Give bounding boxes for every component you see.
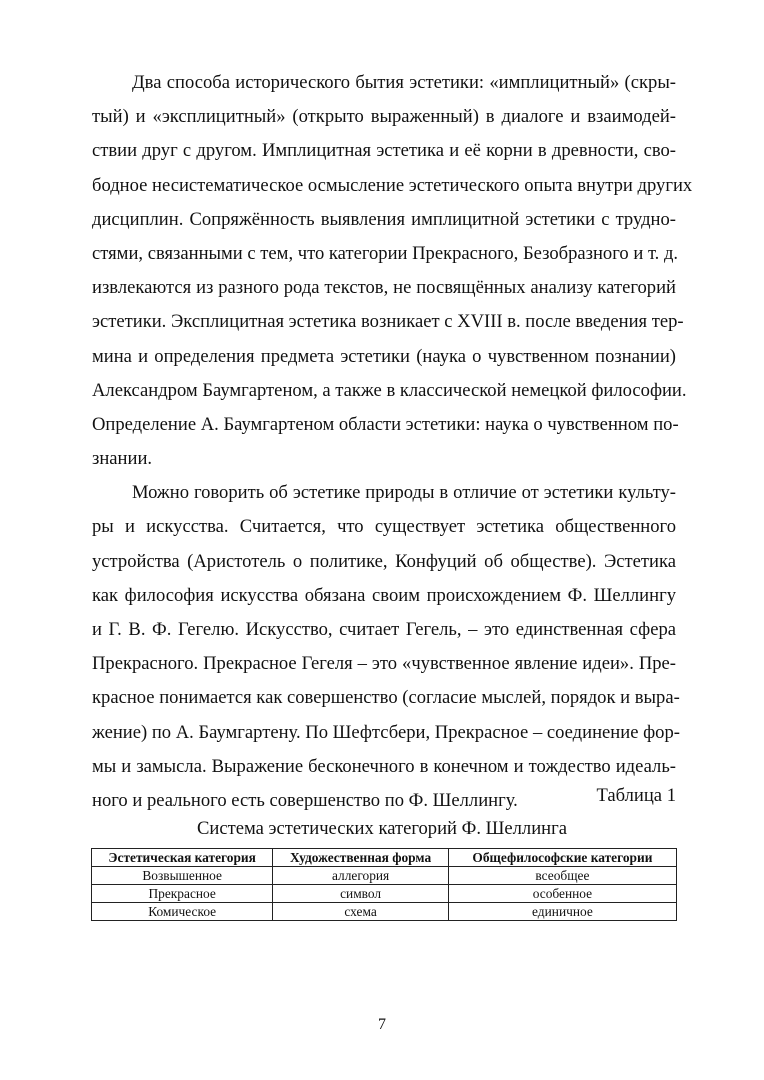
table-cell: Прекрасное (92, 885, 273, 903)
table-header-row (92, 849, 677, 867)
text-line: устройства (Аристотель о политике, Конфуций об обществе). Эстетика (92, 550, 676, 572)
text-line: ры и искусства. Считается, что существует эстетика общественного (92, 516, 676, 538)
text-line: и Г. В. Ф. Гегелю. Искусство, считает Гегель, – это единственная сфера (92, 619, 676, 640)
paragraph-2 (92, 476, 680, 818)
text-line: Можно говорить об эстетике природы в отличие от эстетики культу- (132, 482, 676, 504)
table-cell: единичное (448, 903, 676, 921)
text-line: как философия искусства обязана своим происхождением Ф. Шеллингу (92, 584, 676, 606)
text-line: мы и замысла. Выражение бесконечного в конечном и тождество идеаль- (92, 755, 676, 777)
page-body (92, 66, 693, 818)
text-line: жение) по А. Баумгартену. По Шефтсбери, Прекрасное – соединение фор- (92, 721, 680, 743)
text-line: дисциплин. Сопряжённость выявления имплицитной эстетики с трудно- (92, 208, 676, 230)
text-line: мина и определения предмета эстетики (наука о чувственном познании) (92, 345, 676, 367)
text-line: стями, связанными с тем, что категории Прекрасного, Безобразного и т. д. (92, 242, 679, 264)
text-line: ного и реального есть совершенство по Ф. Шеллингу. (92, 789, 518, 811)
table-cell: особенное (448, 885, 676, 903)
text-line: красное понимается как совершенство (согласие мыслей, порядок и выра- (92, 687, 680, 709)
categories-table (91, 848, 677, 921)
table-header-cell: Общефилософские категории (448, 849, 676, 867)
table-row (92, 903, 677, 921)
table-cell: схема (273, 903, 449, 921)
text-line: эстетики. Эксплицитная эстетика возникает с XVIII в. после введения тер- (92, 311, 684, 333)
table-cell: Возвышенное (92, 867, 273, 885)
paragraph-1 (92, 66, 693, 476)
text-line: знании. (92, 448, 153, 470)
text-line: Прекрасного. Прекрасное Гегеля – это «чувственное явление идеи». Пре- (92, 653, 676, 675)
text-line: ствии друг с другом. Имплицитная эстетика и её корни в древности, сво- (92, 140, 676, 162)
table-cell: символ (273, 885, 449, 903)
table-header-cell: Эстетическая категория (92, 849, 273, 867)
table-header-cell: Художественная форма (273, 849, 449, 867)
text-line: тый) и «эксплицитный» (открыто выраженный) в диалоге и взаимодей- (92, 106, 676, 128)
table-label: Таблица 1 (596, 785, 676, 806)
table-cell: Комическое (92, 903, 273, 921)
text-line: Два способа исторического бытия эстетики: «имплицитный» (скры- (132, 72, 676, 93)
table-cell: всеобщее (448, 867, 676, 885)
table-row (92, 867, 677, 885)
table-cell: аллегория (273, 867, 449, 885)
table-caption: Система эстетических категорий Ф. Шеллинга (196, 818, 567, 839)
text-line: бодное несистематическое осмысление эстетического опыта внутри других (92, 174, 693, 196)
table-row (92, 885, 677, 903)
page-number: 7 (378, 1016, 386, 1033)
text-line: Определение А. Баумгартеном области эстетики: наука о чувственном по- (92, 413, 679, 435)
text-line: Александром Баумгартеном, а также в классической немецкой философии. (92, 379, 687, 401)
text-line: извлекаются из разного рода текстов, не посвящённых анализу категорий (92, 277, 676, 299)
